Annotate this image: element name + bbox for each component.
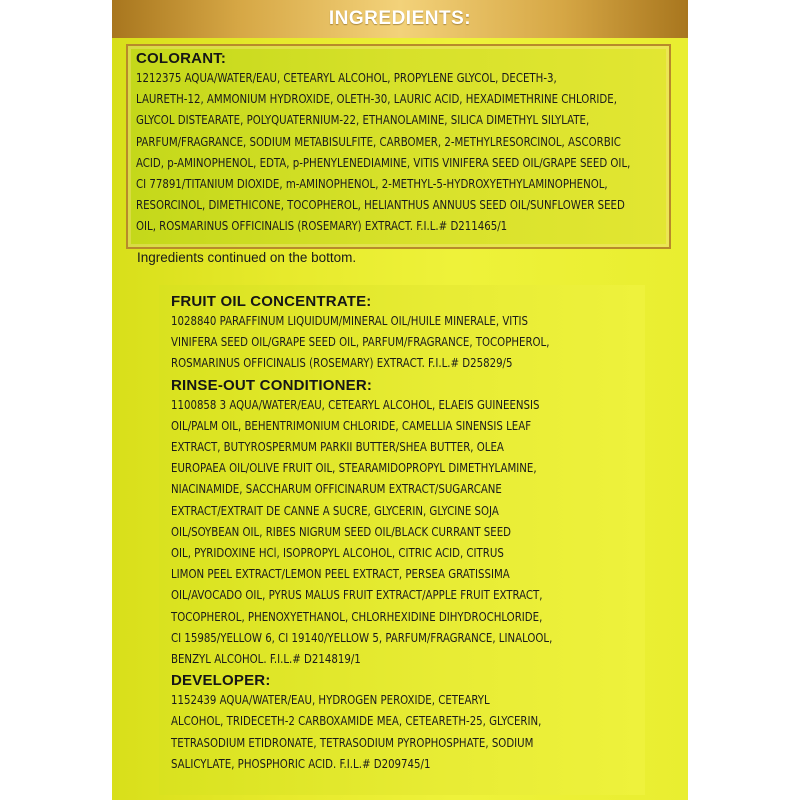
colorant-ingredients: 1212375 AQUA/WATER/EAU, CETEARYL ALCOHOL, PROPYLENE GLYCOL, DECETH-3, LAURETH-12, AMMONIUM HYDROXIDE, OLETH-30, LAURIC ACID, HEXADIMETHRINE CHLORIDE, GLYCOL DISTEARATE, POLYQUATERNIUM-22, ETHANOLAMINE, SILICA DIMETHYL SILYLATE, PARFUM/FRAGRANCE, SODIUM METABISULFITE, CARBOMER, 2-METHYLRESORCINOL, ASCORBIC ACID, p-AMINOPHENOL, EDTA, p-PHENYLENEDIAMINE, VITIS VINIFERA SEED OIL/GRAPE SEED OIL, CI 77891/TITANIUM DIOXIDE, m-AMINOPHENOL, 2-METHYL-5-HYDROXYETHYLAMINOPHENOL, RESORCINOL, DIMETHICONE, TOCOPHEROL, HELIANTHUS ANNUUS SEED OIL/SUNFLOWER SEED OIL, ROSMARINUS OFFICINALIS (ROSEMARY) EXTRACT. F.I.L.# D211465/1 — [136, 71, 631, 234]
developer-heading: DEVELOPER: — [171, 672, 271, 690]
fruit-oil-heading: FRUIT OIL CONCENTRATE: — [171, 293, 372, 310]
conditioner-section — [171, 377, 635, 671]
continued-note: Ingredients continued on the bottom. — [137, 250, 357, 265]
developer-section — [171, 672, 635, 775]
ingredients-title: INGREDIENTS: — [328, 8, 472, 29]
conditioner-ingredients: 1100858 3 AQUA/WATER/EAU, CETEARYL ALCOHOL, ELAEIS GUINEENSIS OIL/PALM OIL, BEHENTRIMONIUM CHLORIDE, CAMELLIA SINENSIS LEAF EXTRACT, BUTYROSPERMUM PARKII BUTTER/SHEA BUTTER, OLEA EUROPAEA OIL/OLIVE FRUIT OIL, STEARAMIDOPROPYL DIMETHYLAMINE, NIACINAMIDE, SACCHARUM OFFICINARUM EXTRACT/SUGARCANE EXTRACT/EXTRAIT DE CANNE A SUCRE, GLYCERIN, GLYCINE SOJA OIL/SOYBEAN OIL, RIBES NIGRUM SEED OIL/BLACK CURRANT SEED OIL, PYRIDOXINE HCl, ISOPROPYL ALCOHOL, CITRIC ACID, CITRUS LIMON PEEL EXTRACT/LEMON PEEL EXTRACT, PERSEA GRATISSIMA OIL/AVOCADO OIL, PYRUS MALUS FRUIT EXTRACT/APPLE FRUIT EXTRACT, TOCOPHEROL, PHENOXYETHANOL, CHLORHEXIDINE DIHYDROCHLORIDE, CI 15985/YELLOW 6, CI 19140/YELLOW 5, PARFUM/FRAGRANCE, LINALOOL, BENZYL ALCOHOL. F.I.L.# D214819/1 — [171, 397, 553, 667]
conditioner-heading: RINSE-OUT CONDITIONER: — [171, 376, 373, 394]
fruit-oil-ingredients: 1028840 PARAFFINUM LIQUIDUM/MINERAL OIL/HUILE MINERALE, VITIS VINIFERA SEED OIL/GRAPE SEED OIL, PARFUM/FRAGRANCE, TOCOPHEROL, ROSMARINUS OFFICINALIS (ROSEMARY) EXTRACT. F.I.L.# D25829/5 — [171, 314, 550, 371]
lower-ingredients-box — [159, 285, 645, 795]
colorant-box — [126, 44, 671, 249]
ingredients-header-bar — [112, 0, 688, 38]
developer-ingredients: 1152439 AQUA/WATER/EAU, HYDROGEN PEROXIDE, CETEARYL ALCOHOL, TRIDECETH-2 CARBOXAMIDE MEA, CETEARETH-25, GLYCERIN, TETRASODIUM ETIDRONATE, TETRASODIUM PYROPHOSPHATE, SODIUM SALICYLATE, PHOSPHORIC ACID. F.I.L.# D209745/1 — [171, 693, 542, 771]
colorant-heading: COLORANT: — [136, 50, 227, 67]
fruit-oil-section — [171, 293, 635, 375]
